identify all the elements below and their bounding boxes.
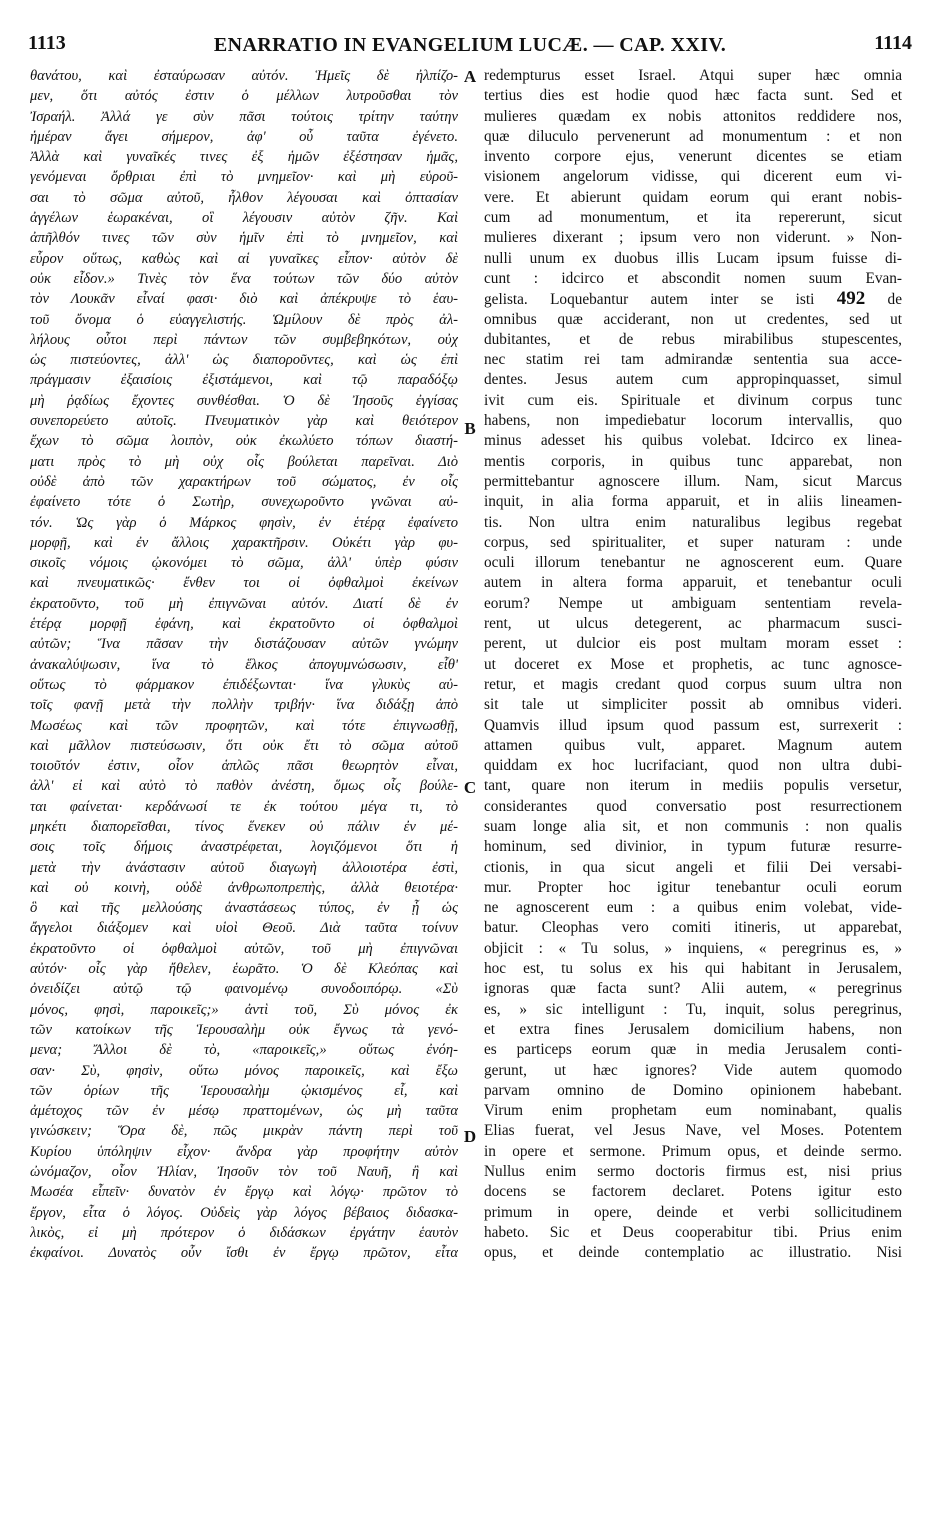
greek-line: ἐκρατοῦντο οἱ ὀφθαλμοὶ αὐτῶν, τοῦ μὴ ἐπιγνῶναι [30,940,458,957]
latin-line: mentis corporis, in quibus tunc apparebat, non [484,452,902,470]
latin-text: gelista. Loquebantur autem inter se isti [484,291,815,309]
latin-line: Virum enim prophetam eum nominabant, qualis [484,1102,902,1120]
running-header [28,32,912,62]
latin-line: ivit cum eis. Spirituale et divinum corpus tunc [484,391,902,409]
latin-line: in opere et sermone. Primum opus, et deinde sermo. [484,1142,902,1160]
greek-line: τῶν ὁρίων τῆς Ἱερουσαλὴμ ᾠκισμένος εἶ, καὶ [30,1082,458,1099]
greek-line: ὡς πιστεύοντες, ἀλλ' ὡς διαποροῦντες, καὶ ὡς ἐπὶ [30,352,458,369]
latin-line: opus, et deinde contemplatio ac illustratio. Nisi [484,1244,902,1262]
latin-line: mulieres quædam ex nobis attonitos reddidere nos, [484,107,902,125]
greek-line: ἡμέραν ἄγει σήμερον, ἀφ' οὗ ταῦτα ἐγένετο. [30,128,458,145]
greek-line: μόνος, φησὶ, παροικεῖς;» ἀντὶ τοῦ, Σὺ μόνος ἐκ [30,1001,458,1018]
greek-line: Ἰσραήλ. Ἀλλά γε σὺν πᾶσι τούτοις τρίτην ταύτην [30,108,458,125]
latin-line: retur, et magis credant quod corpus suum ultra non [484,675,902,693]
greek-line: αὐτῶν; Ἵνα πᾶσαν τὴν διστάζουσαν αὐτῶν γνώμην [30,636,458,653]
latin-line: autem in altera forma apparuit, et tenebantur oculi [484,574,902,592]
greek-line: μὴ ῥᾳδίως ἔχοντες συνθέσθαι. Ὁ δὲ Ἰησοῦς ἐγγίσας [30,392,458,409]
section-marker-d: D [463,1127,477,1146]
greek-line: σικοῖς νόμοις ᾠκονόμει τὸ σῶμα, ἀλλ' ὑπὲρ φύσιν [30,555,458,572]
greek-line: ἐκφαίνοι. Δυνατὸς οὖν ἴσθι ἐν ἔργῳ πρῶτον, εἶτα [30,1245,458,1262]
greek-line: μεν, ὅτι αὐτός ἐστιν ὁ μέλλων λυτροῦσθαι τὸν [30,88,458,105]
greek-line: Μωσέως καὶ τῶν προφητῶν, καὶ τότε ἐπιγνωσθῇ, [30,717,458,734]
greek-line: ὠνόμαζον, οἷον Ἠλίαν, Ἰησοῦν τὸν τοῦ Ναυῆ, ἢ καὶ [30,1164,458,1181]
greek-line: μορφῇ, καὶ ἐν ἄλλοις χαρακτῆρσιν. Οὐκέτι γὰρ φυ- [30,534,458,551]
latin-line: objicit : « Tu solus, » inquiens, « peregrinus es, » [484,939,902,957]
greek-line: λικὸς, εἰ μὴ πρότερον ὁ διδάσκων ἐργάτην ἑαυτὸν [30,1224,458,1241]
latin-line: minus adesset his quibus volebat. Idcirco ex linea- [484,432,902,450]
greek-line: αὐτόν· οἷς γὰρ ἤθελεν, ἑωρᾶτο. Ὁ δὲ Κλεόπας καὶ [30,961,458,978]
greek-line: μενα; Ἄλλοι δὲ τὸ, «παροικεῖς,» οὕτως ἐνόη- [30,1042,458,1059]
greek-line: Μωσέα εἶπεῖν· δυνατὸν ἐν ἔργῳ καὶ λόγῳ· πρῶτον τὸ [30,1184,458,1201]
latin-line: dubitantes, et de rebus mirabilibus stupescentes, [484,330,902,348]
greek-line: ἀμέτοχος τῶν ἐν μέσῳ πραττομένων, ὡς μὴ ταῦτα [30,1103,458,1120]
latin-line: nec statim rei tam admirandæ sententia sua acce- [484,351,902,369]
running-title: ENARRATIO IN EVANGELIUM LUCÆ. — CAP. XXIV. [213,34,727,56]
latin-line: ut doceret ex Mose et prophetis, ac tunc agnosce- [484,655,902,673]
latin-line: attamen quibus vult, apparet. Magnum autem [484,736,902,754]
greek-line: ἀπῆλθόν τινες τῶν σὺν ἡμῖν ἐπὶ τὸ μνημεῖον, καὶ [30,230,458,247]
greek-line: καὶ μᾶλλον πιστεύσωσιν, ὅτι οὐκ ἔτι τὸ σῶμα αὐτοῦ [30,737,458,754]
greek-line: καὶ οὐ κοινὴ, οὐδὲ ἀνθρωποπρεπὴς, ἀλλὰ θειοτέρα· [30,879,458,896]
latin-line: considerantes quod conversatio post resurrectionem [484,797,902,815]
latin-line: batur. Cleophas vero comiti itineris, ut apparebat, [484,919,902,937]
greek-line: Ἀλλὰ καὶ γυναῖκές τινες ἐξ ἡμῶν ἐξέστησαν ἡμᾶς, [30,149,458,166]
greek-line: ἄγγελοι διάξομεν καὶ υἱοὶ Θεοῦ. Διὰ ταῦτα τοίνυν [30,920,458,937]
latin-line: Elias fuerat, vel Jesus Nave, vel Moses. Potentem [484,1122,902,1140]
greek-line: τῶν κατοίκων τῆς Ἱερουσαλὴμ οὐκ ἔγνως τὰ γενό- [30,1021,458,1038]
latin-line: gerunt, ut hæc ignores? Vide autem quomodo [484,1061,902,1079]
latin-line: mulieres dixerant ; ipsum vero non viderunt. » Non- [484,229,902,247]
section-marker-a: A [463,67,477,86]
latin-line: rent, ut ulcus detegerent, ac pharmacum susci- [484,615,902,633]
latin-line: Nullus enim sermo doctoris firmus est, nisi prius [484,1163,902,1181]
latin-line: hominum, sed divinior, in typum futuræ resurre- [484,838,902,856]
latin-line: redempturus esset Israel. Atqui super hæc omnia [484,67,902,84]
latin-line: perent, ut dulcior eis post multam moram esset : [484,635,902,653]
latin-line: habeto. Sic et Deus cooperabitur tibi. Prius enim [484,1223,902,1241]
greek-line: τὸν Λουκᾶν εἶναί φασι· διὸ καὶ ἀπέκρυψε τὸ ἑαυ- [30,291,458,308]
page-number-left: 1113 [28,32,66,54]
latin-line: omnibus quæ acciderant, non ut credentes, sed ut [484,310,902,328]
latin-line: tis. Non ultra enim naturalibus legibus regebat [484,513,902,531]
latin-line: primum in opere, deinde et verbi sollicitudinem [484,1203,902,1221]
latin-line: ctionis, in qua sicut angeli et filii Dei versabi- [484,858,902,876]
greek-line: μηκέτι διαπορεῖσθαι, τίνος ἕνεκεν οὐ πάλιν ἐν μέ- [30,818,458,835]
greek-line: ἐκρατοῦντο, τοῦ μὴ ἐπιγνῶναι αὐτόν. Διατί δὲ ἐν [30,595,458,612]
latin-line: Quamvis illud ipsum quod passum est, surrexerit : [484,716,902,734]
greek-line: σοις τοῖς δήμοις ἀναστρέφεται, λογιζόμενοι ὅτι ἡ [30,839,458,856]
greek-line: καὶ πνευματικῶς· ἔνθεν τοι οἱ ὀφθαλμοὶ ἐκείνων [30,575,458,592]
greek-line: ἀλλ' εἰ καὶ αὐτὸ τὸ παθὸν ἀνέστη, ὅμως οἷς βούλε- [30,778,458,795]
latin-line: habens, non impediebatur locorum intervallis, quo [484,412,902,430]
greek-line: εὗρον οὕτως, καθὼς καὶ αἱ γυναῖκες εἶπον· αὐτὸν δὲ [30,250,458,267]
greek-line: συνεπορεύετο αὐτοῖς. Πνευματικὸν γὰρ καὶ θειότερον [30,413,458,430]
latin-line: quæ diluculo pervenerunt ad monumentum : et non [484,127,902,145]
latin-line: tertius dies est hodie quod hæc facta sunt. Sed et [484,87,902,105]
latin-line: eorum? Nempe ut ambiguam sententiam revela- [484,594,902,612]
latin-line: sit tale ut simpliciter possit ab omnibus videri. [484,696,902,714]
latin-line: vere. Et abierunt quidam eorum qui erant nobis- [484,188,902,206]
column-number: 492 [836,289,866,310]
latin-column [484,66,902,1526]
greek-column [30,66,458,1526]
latin-text: de [887,291,902,309]
latin-line: dentes. Jesus autem cum appropinquasset, simul [484,371,902,389]
greek-line: οὐκ εἶδον.» Τινὲς τὸν ἕνα τούτων τῶν δύο αὐτὸν [30,270,458,287]
greek-line: ὀνειδίζει αὐτῷ τῷ φαινομένῳ συνοδοιπόρῳ. «Σὺ [30,981,458,998]
latin-line: tant, quare non iterum in mediis populis versetur, [484,777,902,795]
latin-line: mur. Propter hoc igitur tenebantur oculi eorum [484,878,902,896]
greek-line: λήλους οὗτοι περὶ πάντων τῶν συμβεβηκότων, οὐχ [30,331,458,348]
greek-line: τοῖς φανῇ μετὰ τὴν πολλὴν τριβήν· ἵνα διδάξῃ ἀπὸ [30,697,458,714]
latin-line: oculi illorum tenebantur ne agnoscerent eum. Quare [484,554,902,572]
section-marker-b: B [464,419,476,438]
greek-line: πράγμασιν ἐξαισίοις ἐξιστάμενοι, καὶ τῷ παραδόξῳ [30,372,458,389]
latin-line: docens se factorem declaret. Potens igitur esto [484,1183,902,1201]
greek-line: σαν· Σὺ, φησὶν, οὕτω μόνος παροικεῖς, καὶ ἔξω [30,1062,458,1079]
page-number-right: 1114 [874,32,912,54]
latin-line: suam longe alia sit, et non communis : non qualis [484,817,902,835]
greek-line: ἑτέρᾳ μορφῇ ἐφάνη, καὶ ἐκρατοῦντο οἱ ὀφθαλμοὶ [30,616,458,633]
latin-line: cum ad monumentum, et ita repererunt, sicut [484,209,902,227]
latin-line: nulli unum ex duobus illis Lucam ipsum fuisse di- [484,249,902,267]
latin-line [484,289,902,309]
latin-line: parvam omnino de Domino opinionem habebant. [484,1081,902,1099]
latin-line: inquit, in alia forma apparuit, et in aliis lineamen- [484,493,902,511]
latin-line: ne agnoscerent eum : a quibus enim volebat, vide- [484,899,902,917]
latin-line: corpus, sed spiritualiter, et super naturam : unde [484,533,902,551]
latin-line: et extra fines Jerusalem domicilium habens, non [484,1020,902,1038]
greek-line: ἔργον, εἶτα ὁ λόγος. Οὐδεὶς γὰρ λόγος βέβαιος διδασκα- [30,1204,458,1221]
latin-line: quiddam ex hoc lucrifaciant, quod non ultra dubi- [484,757,902,775]
greek-line: ἐφαίνετο τότε ὁ Σωτὴρ, συνεχωροῦντο γνῶναι αὐ- [30,494,458,511]
greek-line: ἀγγέλων ἑωρακέναι, οἳ λέγουσιν αὐτὸν ζῆν. Καὶ [30,210,458,227]
greek-line: θανάτου, καὶ ἐσταύρωσαν αὐτόν. Ἡμεῖς δὲ ἠλπίζο- [30,68,458,84]
greek-line: μετὰ τὴν ἀνάστασιν αὐτοῦ διαγωγὴ ἀλλοιοτέρα ἐστὶ, [30,859,458,876]
greek-line: ὃ καὶ τῆς μελλούσης ἀναστάσεως τύπος, ἐν ᾗ ὡς [30,900,458,917]
greek-line: οὐδὲ ἀπὸ τῶν χαρακτήρων τοῦ σώματος, ἐν οἷς [30,473,458,490]
greek-line: Κυρίου ὑπόληψιν εἶχον· ἄνδρα γὰρ προφήτην αὐτὸν [30,1143,458,1160]
latin-line: hoc est, tu solus ex his qui habitant in Jerusalem, [484,960,902,978]
greek-line: γενόμεναι ὄρθριαι ἐπὶ τὸ μνημεῖον· καὶ μὴ εὑροῦ- [30,169,458,186]
greek-line: γινώσκειν; Ὅρα δὲ, πῶς μικρὰν πάντη περὶ τοῦ [30,1123,458,1140]
latin-line: cunt : idcirco et abscondit nomen suum Evan- [484,269,902,287]
greek-line: σαι τὸ σῶμα αὐτοῦ, ἦλθον λέγουσαι καὶ ὀπτασίαν [30,189,458,206]
latin-line: visionem angelorum vidisse, qui dicerent eum vi- [484,168,902,186]
latin-line: invento corpore ejus, venerunt dicentes se etiam [484,148,902,166]
greek-line: ματι πρὸς τὸ μὴ οὐχ οἷς βούλεται παρεῖναι. Διὸ [30,453,458,470]
greek-line: τόν. Ὡς γὰρ ὁ Μάρκος φησὶν, ἐν ἑτέρᾳ ἐφαίνετο [30,514,458,531]
greek-line: ται φαίνεται· κερδάνωσί τε ἐκ τούτου μέγα τι, τὸ [30,798,458,815]
greek-line: ἔχων τὸ σῶμα λοιπὸν, οὐκ ἐκωλύετο τόπων διαστή- [30,433,458,450]
greek-line: ἀνακαλύψωσιν, ἵνα τὸ ἕλκος ἀπογυμνώσωσιν, εἶθ' [30,656,458,673]
latin-line: ignoras quæ facta sunt? Alii autem, « peregrinus [484,980,902,998]
latin-line: es particeps eorum quæ in media Jerusalem conti- [484,1041,902,1059]
latin-line: permittebantur agnoscere illum. Nam, sicut Marcus [484,472,902,490]
latin-line: es, » sic intelligunt : Tu, inquit, solus peregrinus, [484,1000,902,1018]
greek-line: οὕτως τὸ φάρμακον ἐπιδέξωνται· ἵνα γλυκὺς αὐ- [30,676,458,693]
greek-line: τοιοῦτόν ἐστιν, οἷον ἁπλῶς πᾶσι θεωρητὸν εἶναι, [30,758,458,775]
section-marker-c: C [463,778,477,797]
greek-line: τοῦ ὄνομα ὁ εὐαγγελιστής. Ὡμίλουν δὲ πρὸς ἀλ- [30,311,458,328]
